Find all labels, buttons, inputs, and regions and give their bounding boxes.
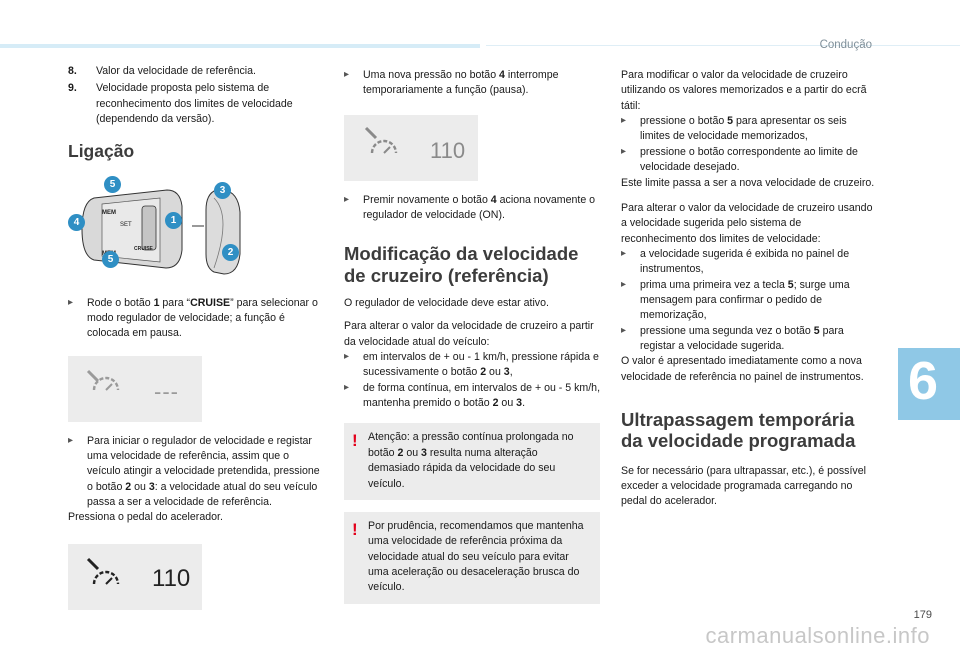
item-text: Valor da velocidade de referência. [96,65,256,77]
bullet-marker: ▸ [68,434,74,446]
chapter-tab [898,348,960,420]
bullet-suggested [621,247,879,278]
display-figure-paused [68,356,202,422]
chapter-number: 6 [908,351,939,411]
mem-label-top: MEM [102,209,116,216]
paragraph: Este limite passa a ser a nova velocidade de cruzeiro. [621,176,875,189]
paragraph: Para alterar o valor da velocidade de cruzeiro usando a velocidade sugerida pelo sistema de reconhecimento dos limites de velocidade: [621,201,873,245]
paragraph: Para modificar o valor da velocidade de cruzeiro utilizando os valores memorizados e a partir do ecrã tátil: [621,69,867,112]
bullet-resume [344,193,600,224]
paragraph: O regulador de velocidade deve estar ativo. [344,296,549,309]
paragraph: Se for necessário (para ultrapassar, etc.), é possível exceder a velocidade programada carregando no pedal do acelerador. [621,464,866,508]
bullet-text: prima uma primeira vez a tecla 5; surge uma mensagem para confirmar o pedido de memorização, [640,278,850,322]
item-number: 9. [68,82,77,95]
stalk-diagram [72,176,252,284]
bullet-text: Premir novamente o botão 4 aciona novamente o regulador de velocidade (ON). [363,193,596,222]
display-value: 110 [430,137,466,163]
bullet-marker: ▸ [621,324,627,336]
warning-text: Atenção: a pressão contínua prolongada no botão 2 ou 3 resulta numa alteração demasiado rápida da velocidade do seu veículo. [368,431,574,490]
column-3 [621,64,879,510]
item-number: 8. [68,65,77,77]
bullet-text: pressione o botão correspondente ao limite de velocidade desejado. [640,145,858,174]
bullet-marker: ▸ [344,381,350,393]
bullet-text: Uma nova pressão no botão 4 interrompe temporariamente a função (pausa). [363,69,559,97]
list-item [68,81,324,127]
bullet-text: pressione o botão 5 para apresentar os seis limites de velocidade memorizados, [640,115,847,143]
display-value: --- [154,378,179,404]
bullet-marker: ▸ [344,69,350,80]
watermark: carmanualsonline.info [705,623,930,648]
bullet-marker: ▸ [621,247,627,259]
paragraph: Para alterar o valor da velocidade de cruzeiro a partir da velocidade atual do veículo: [344,320,594,348]
bullet-text: Para iniciar o regulador de velocidade e registar uma velocidade de referência, assim que o veículo atingir a velocidade pretendida, pressione o botão 2 ou 3: a velocidade atual do seu veículo passa a ser a velocidade de referência. [87,434,320,509]
section-heading-ligacao: Ligação [68,141,135,162]
page-number: 179 [913,609,932,621]
bullet-text: de forma contínua, em intervalos de + ou - 5 km/h, mantenha premido o botão 2 ou 3. [363,381,601,410]
callout-badge-5-bottom: 5 [102,251,119,268]
bullet-marker: ▸ [344,351,350,363]
bullet-start-cruise [68,434,324,511]
warning-icon: ! [352,519,358,539]
callout-badge-4: 4 [68,214,85,231]
bullet-marker: ▸ [344,193,350,205]
bullet-marker: ▸ [68,296,74,308]
paragraph: Pressiona o pedal do acelerador. [68,511,223,524]
callout-badge-2: 2 [222,244,239,261]
display-figure-active [68,544,202,610]
list-item [68,64,324,79]
callout-badge-3: 3 [214,182,231,199]
chapter-title: Condução [819,39,872,51]
bullet-increment-5 [344,381,600,412]
bullet-pause [344,68,600,99]
section-heading-ultrapassagem: Ultrapassagem temporária da velocidade programada [621,409,856,452]
bullet-second-press [621,324,879,355]
bullet-rotate-knob [68,296,324,342]
set-label: SET [120,221,132,228]
warning-box-prudence [344,512,600,604]
bullet-show-limits [621,114,879,145]
item-text: Velocidade proposta pelo sistema de reconhecimento dos limites de velocidade (dependendo da versão). [96,82,293,126]
bullet-select-limit [621,145,879,176]
bullet-text: Rode o botão 1 para “CRUISE” para selecionar o modo regulador de velocidade; a função é colocada em pausa. [87,296,318,340]
callout-badge-5-top: 5 [104,176,121,193]
bullet-text: a velocidade sugerida é exibida no painel de instrumentos, [640,247,850,276]
cruise-label: CRUISE [134,245,153,252]
display-value: 110 [152,564,191,592]
speedometer-icon [68,356,202,422]
warning-text: Por prudência, recomendamos que mantenha uma velocidade de referência próxima da velocidade atual do seu veículo para evitar uma aceleração ou desaceleração brusca do veículo. [368,519,584,594]
header-rule [486,45,960,46]
bullet-text: em intervalos de + ou - 1 km/h, pressione rápida e sucessivamente o botão 2 ou 3, [363,351,599,379]
column-2 [344,64,600,604]
column-1 [68,64,324,610]
bullet-increment-1 [344,350,600,381]
display-figure-paused-110 [344,115,478,181]
warning-box-pressure [344,423,600,499]
bullet-marker: ▸ [621,115,627,127]
bullet-first-press [621,278,879,324]
bullet-text: pressione uma segunda vez o botão 5 para registar a velocidade sugerida. [640,324,844,353]
bullet-marker: ▸ [621,145,627,157]
warning-icon: ! [352,431,358,451]
callout-badge-1: 1 [165,212,182,229]
header-bar [0,44,480,48]
bullet-marker: ▸ [621,278,627,290]
section-heading-modificacao: Modificação da velocidade de cruzeiro (referência) [344,243,579,286]
paragraph: O valor é apresentado imediatamente como a nova velocidade de referência no painel de instrumentos. [621,355,864,383]
